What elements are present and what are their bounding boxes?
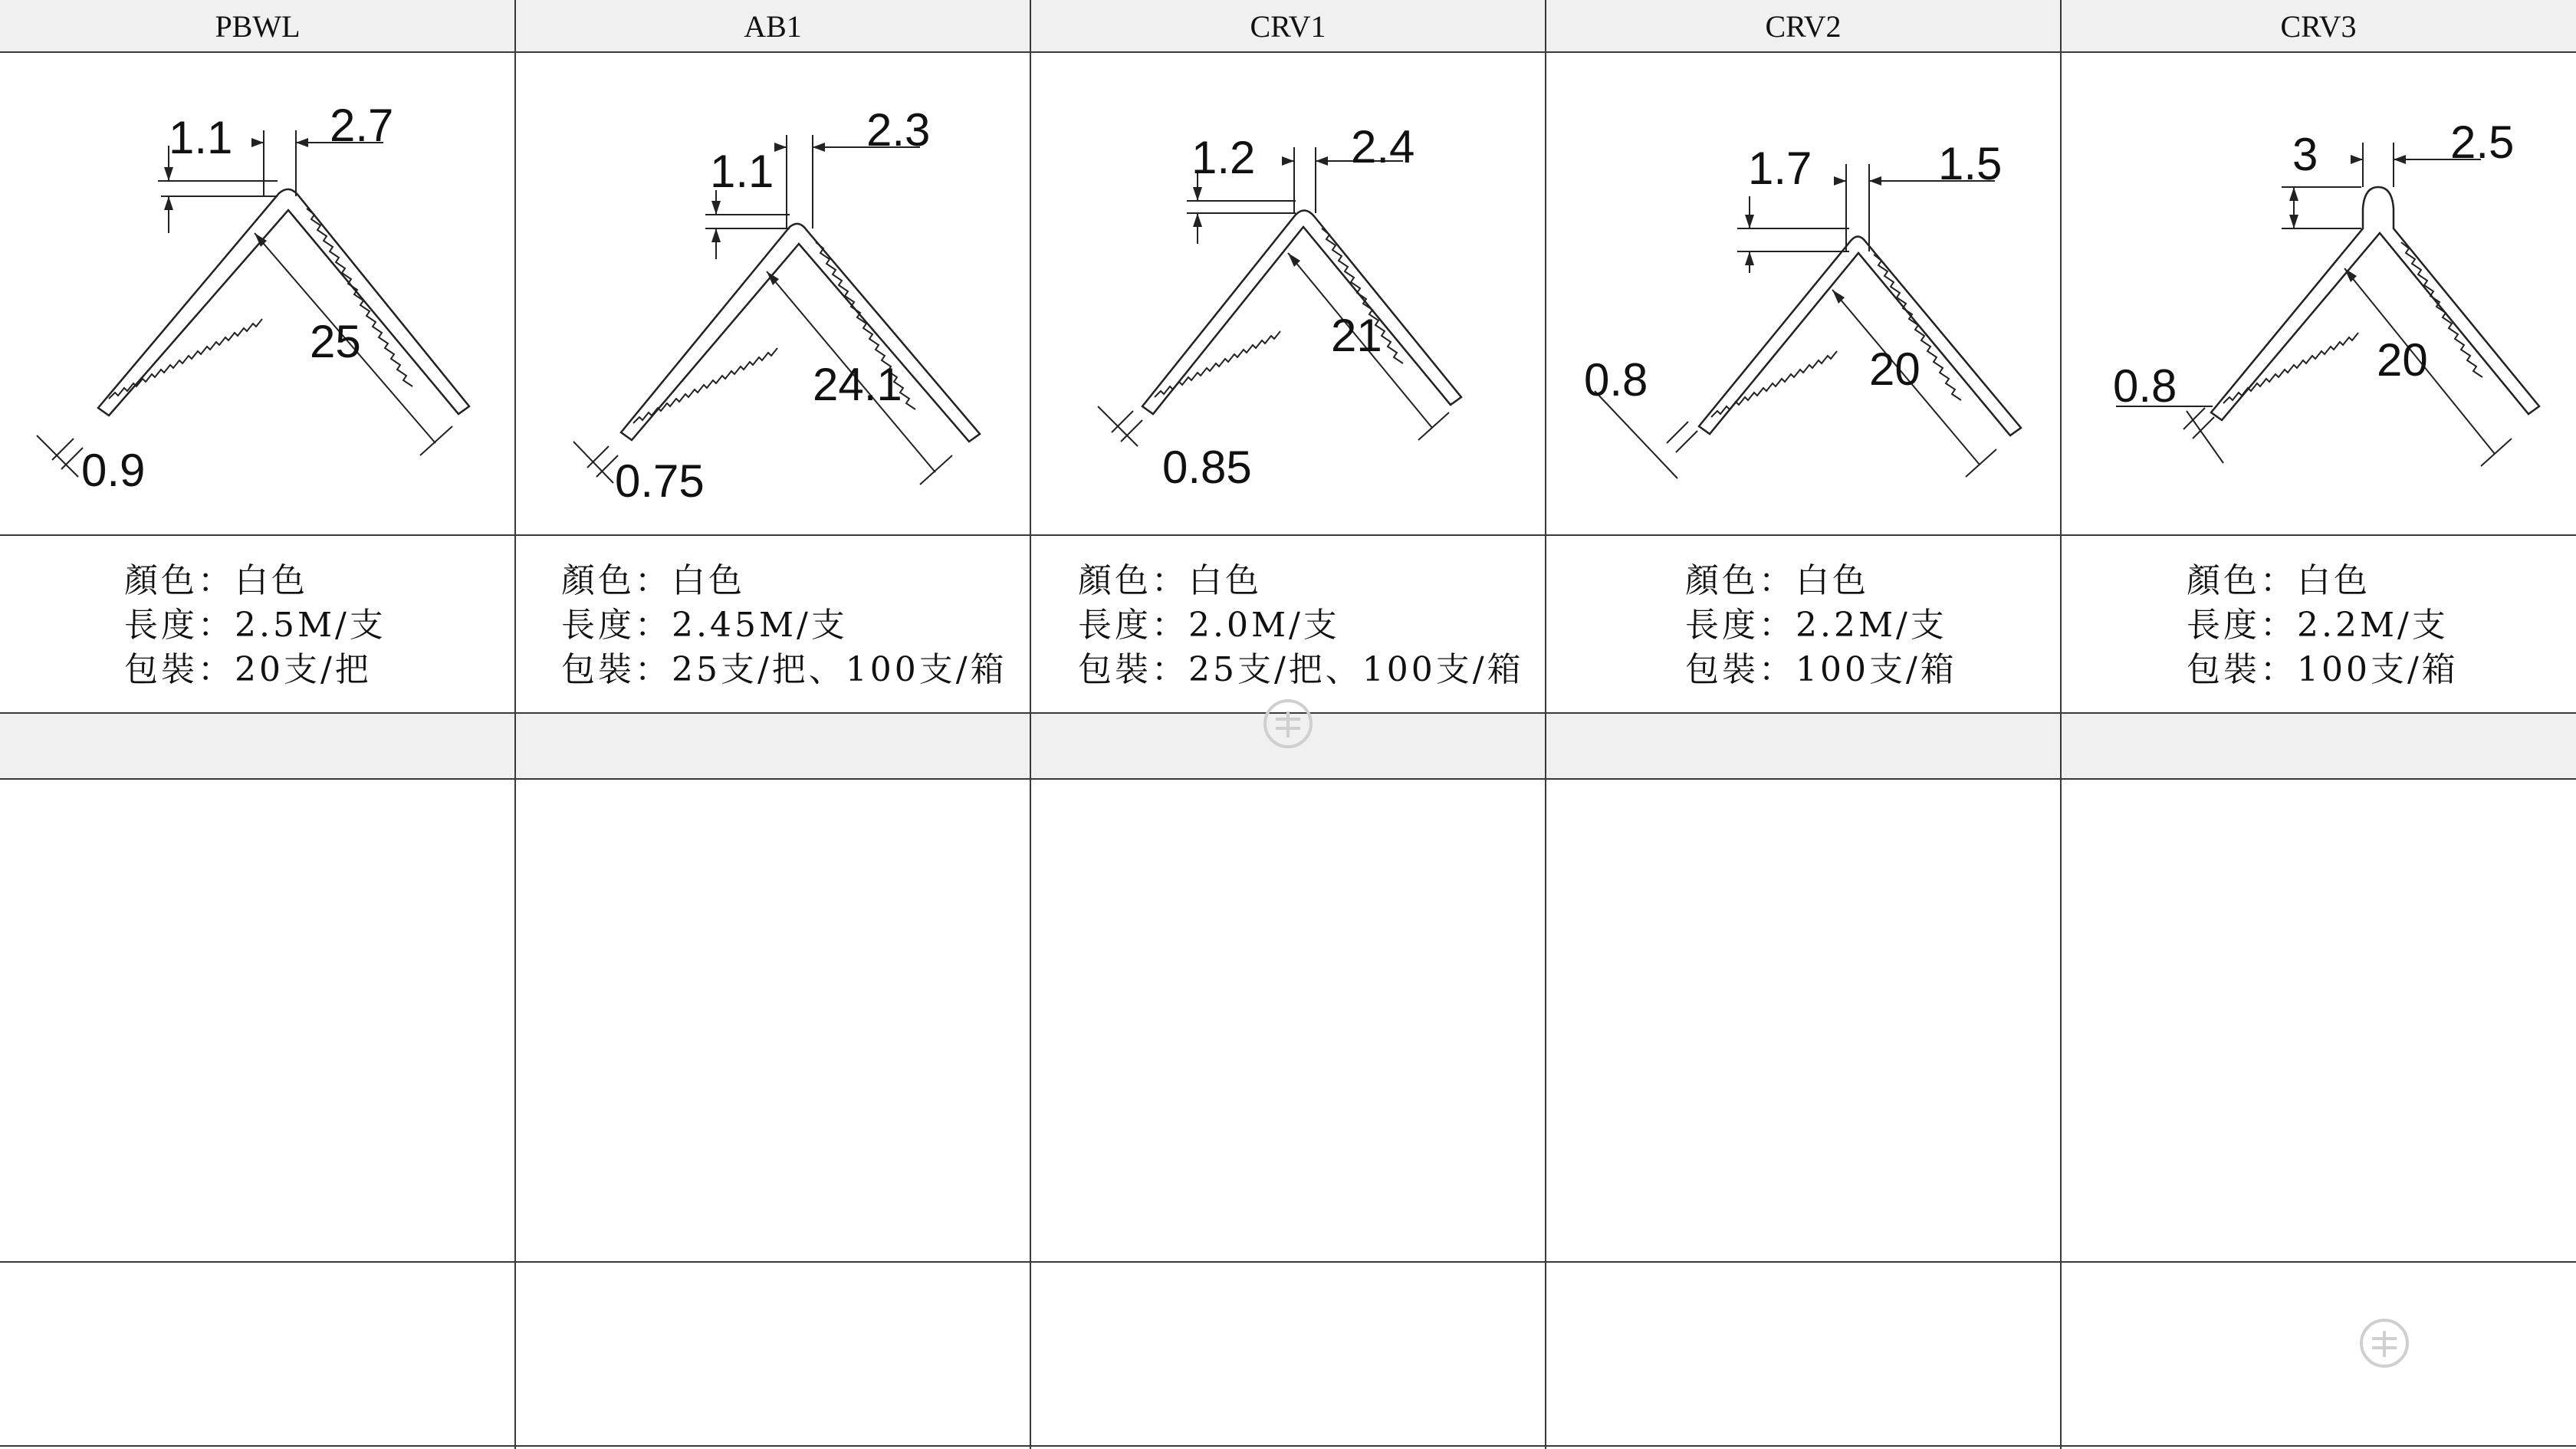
dimension-label: 1.5: [1938, 138, 2003, 189]
corner-bead-profile: [1699, 236, 2021, 435]
dimension-label: 1.7: [1748, 143, 1812, 194]
spec-color: 顏色：白色: [1078, 561, 1262, 600]
dimension-label: 1.1: [169, 112, 233, 163]
dimension-label: 0.85: [1162, 442, 1252, 493]
spec-crv1: [1078, 561, 1524, 689]
spec-packing: 包裝：25支/把、100支/箱: [561, 650, 1007, 689]
corner-bead-profile: [1142, 210, 1461, 414]
spec-color: 顏色：白色: [124, 561, 308, 600]
spec-packing: 包裝：20支/把: [124, 650, 372, 689]
dimension-label: 0.9: [81, 445, 146, 496]
spec-ab1: [561, 561, 1007, 689]
dimension-label: 1.2: [1191, 132, 1256, 183]
spec-length: 長度：2.5M/支: [124, 606, 386, 645]
product-code-header: CRV2: [1765, 9, 1842, 44]
profile-drawing-crv2: [1584, 138, 2021, 478]
spec-length: 長度：2.2M/支: [1685, 606, 1947, 645]
spec-crv2: [1685, 561, 1957, 689]
profile-drawing-pbwl: [37, 100, 469, 496]
dimension-label: 2.4: [1351, 121, 1415, 172]
dimension-label: 20: [2377, 334, 2428, 386]
product-code-header: CRV1: [1250, 9, 1326, 44]
dimension-label: 0.75: [615, 455, 705, 507]
spec-length: 長度：2.45M/支: [561, 606, 848, 645]
dimension-label: 1.1: [710, 146, 774, 197]
profile-ripple-edge: [2223, 333, 2358, 403]
dimension-label: 24.1: [813, 359, 902, 410]
profile-ripple-edge: [633, 348, 777, 423]
corner-bead-profile: [621, 224, 980, 442]
profile-drawing-ab1: [573, 104, 980, 507]
spec-packing: 包裝：100支/箱: [1685, 650, 1957, 689]
profile-drawing-crv1: [1098, 121, 1461, 493]
dimension-label: 21: [1331, 310, 1382, 361]
spec-color: 顏色：白色: [1685, 561, 1869, 600]
dimension-label: 0.8: [2113, 360, 2177, 412]
dimension-label: 25: [310, 316, 361, 367]
spec-length: 長度：2.2M/支: [2187, 606, 2449, 645]
dimension-label: 3: [2292, 129, 2318, 180]
product-code-header: AB1: [744, 9, 802, 44]
dimension-label: 2.7: [330, 100, 394, 151]
profile-drawing-crv3: [2113, 117, 2539, 466]
corner-bead-profile: [98, 189, 469, 416]
dimension-label: 2.3: [866, 104, 931, 156]
spec-color: 顏色：白色: [2187, 561, 2371, 600]
spec-color: 顏色：白色: [561, 561, 745, 600]
spec-length: 長度：2.0M/支: [1078, 606, 1340, 645]
dimension-label: 2.5: [2450, 117, 2515, 168]
dimension-label: 20: [1869, 343, 1921, 395]
product-code-header: PBWL: [215, 9, 301, 44]
spec-pbwl: [124, 561, 386, 689]
spec-crv3: [2187, 561, 2459, 689]
profile-ripple-edge: [109, 319, 262, 399]
profile-ripple-edge: [1711, 351, 1837, 417]
dimension-label: 0.8: [1584, 354, 1648, 406]
watermark-logo-icon: [2361, 1320, 2407, 1366]
product-code-header: CRV3: [2280, 9, 2357, 44]
spec-packing: 包裝：100支/箱: [2187, 650, 2459, 689]
spec-packing: 包裝：25支/把、100支/箱: [1078, 650, 1524, 689]
